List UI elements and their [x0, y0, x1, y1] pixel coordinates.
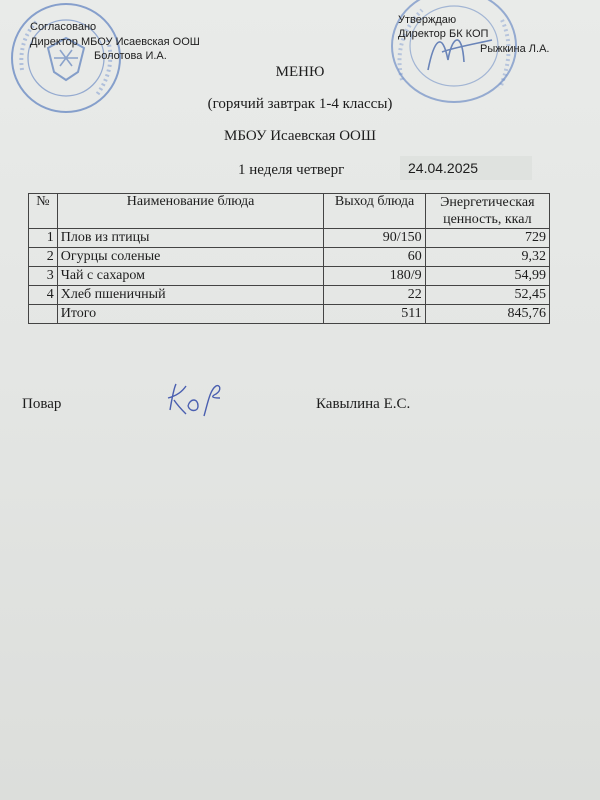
header-energy: Энергетическая ценность, ккал — [425, 194, 549, 229]
table-header-row — [29, 194, 550, 229]
menu-subtitle: (горячий завтрак 1-4 классы) — [207, 96, 393, 112]
row-dish-name: Плов из птицы — [57, 229, 324, 248]
total-number-cell — [29, 305, 58, 324]
week-day: 1 неделя четверг — [238, 162, 345, 178]
row-energy: 54,99 — [425, 267, 549, 286]
total-label: Итого — [57, 305, 324, 324]
table-row — [29, 229, 550, 248]
approval-left-name: Болотова И.А. — [94, 50, 167, 62]
row-number: 3 — [29, 267, 58, 286]
menu-title: МЕНЮ — [275, 64, 325, 80]
row-number: 4 — [29, 286, 58, 305]
cook-role: Повар — [22, 396, 62, 412]
menu-table — [28, 193, 550, 324]
menu-date: 24.04.2025 — [400, 156, 532, 180]
approval-left-title: Согласовано — [30, 21, 97, 33]
row-energy: 9,32 — [425, 248, 549, 267]
row-dish-name: Огурцы соленые — [57, 248, 324, 267]
header-yield: Выход блюда — [324, 194, 425, 229]
table-row — [29, 248, 550, 267]
row-dish-name: Чай с сахаром — [57, 267, 324, 286]
table-row — [29, 267, 550, 286]
total-yield: 511 — [324, 305, 425, 324]
row-energy: 729 — [425, 229, 549, 248]
approval-left-position: Директор МБОУ Исаевская ООШ — [30, 36, 200, 48]
row-yield: 90/150 — [324, 229, 425, 248]
approval-right-name: Рыжкина Л.А. — [480, 43, 550, 55]
row-yield: 180/9 — [324, 267, 425, 286]
approval-right-position: Директор БК КОП — [398, 28, 489, 40]
table-total-row — [29, 305, 550, 324]
row-number: 1 — [29, 229, 58, 248]
total-energy: 845,76 — [425, 305, 549, 324]
school-name: МБОУ Исаевская ООШ — [223, 128, 376, 144]
header-number: № — [29, 194, 58, 229]
cook-signature — [160, 380, 232, 422]
header-dish-name: Наименование блюда — [57, 194, 324, 229]
row-number: 2 — [29, 248, 58, 267]
row-yield: 60 — [324, 248, 425, 267]
row-dish-name: Хлеб пшеничный — [57, 286, 324, 305]
cook-name: Кавылина Е.С. — [316, 396, 411, 412]
row-energy: 52,45 — [425, 286, 549, 305]
table-row — [29, 286, 550, 305]
row-yield: 22 — [324, 286, 425, 305]
approval-right-title: Утверждаю — [398, 14, 457, 26]
